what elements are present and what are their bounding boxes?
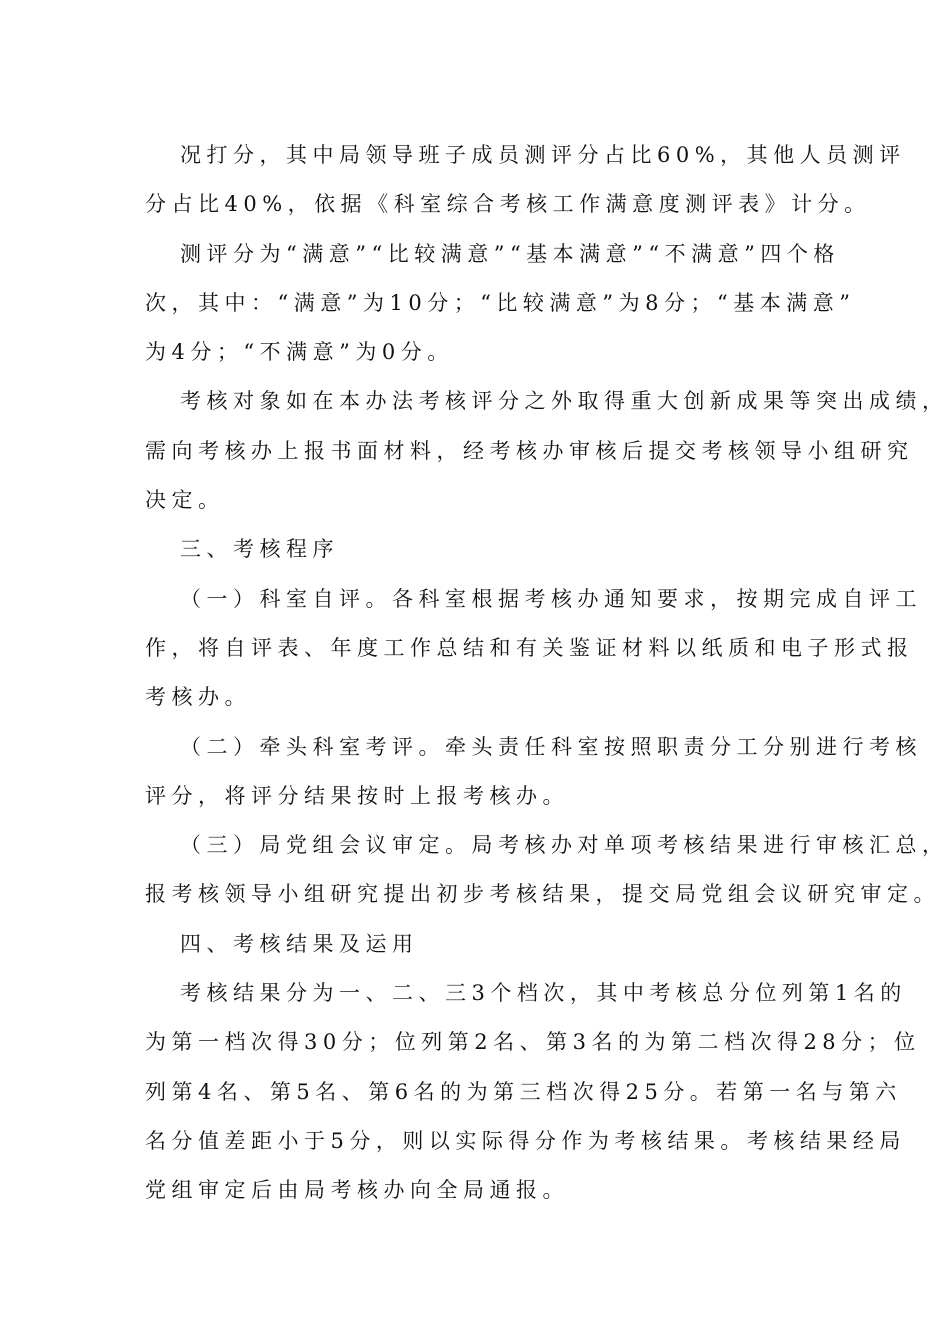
text-line: 次，其中：“满意”为10分；“比较满意”为8分；“基本满意” [145,290,856,315]
text-line: 分占比40%，依据《科室综合考核工作满意度测评表》计分。 [145,192,871,217]
text-line: 列第4名、第5名、第6名的为第三档次得25分。若第一名与第六 [145,1079,902,1104]
text-line: 况打分，其中局领导班子成员测评分占比60%，其他人员测评 [180,143,906,167]
text-line: 评分，将评分结果按时上报考核办。 [145,783,569,808]
text-line: 报考核领导小组研究提出初步考核结果，提交局党组会议研究审定。 [145,882,940,907]
text-line: 为4分；“不满意”为0分。 [145,340,454,365]
text-line: （三）局党组会议审定。局考核办对单项考核结果进行审核汇总， [180,833,949,858]
text-line: 决定。 [145,488,225,513]
text-line: 考核结果分为一、二、三3个档次，其中考核总分位列第1名的 [180,981,907,1006]
text-line: 测评分为“满意”“比较满意”“基本满意”“不满意”四个格 [180,241,840,266]
text-line: 为第一档次得30分；位列第2名、第3名的为第二档次得28分；位 [145,1030,921,1055]
text-line: 四、考核结果及运用 [180,931,419,956]
text-line: （一）科室自评。各科室根据考核办通知要求，按期完成自评工 [180,586,922,611]
text-line: 考核对象如在本办法考核评分之外取得重大创新成果等突出成绩， [180,389,949,414]
text-line: 考核办。 [145,685,251,710]
text-line: 作，将自评表、年度工作总结和有关鉴证材料以纸质和电子形式报 [145,635,914,660]
document-page [145,131,949,1216]
text-line: 名分值差距小于5分，则以实际得分作为考核结果。考核结果经局 [145,1128,906,1153]
text-line: 需向考核办上报书面材料，经考核办审核后提交考核领导小组研究 [145,438,914,463]
text-line: （二）牵头科室考评。牵头责任科室按照职责分工分别进行考核 [180,734,922,759]
text-line: 三、考核程序 [180,537,339,562]
text-line: 党组审定后由局考核办向全局通报。 [145,1178,569,1203]
